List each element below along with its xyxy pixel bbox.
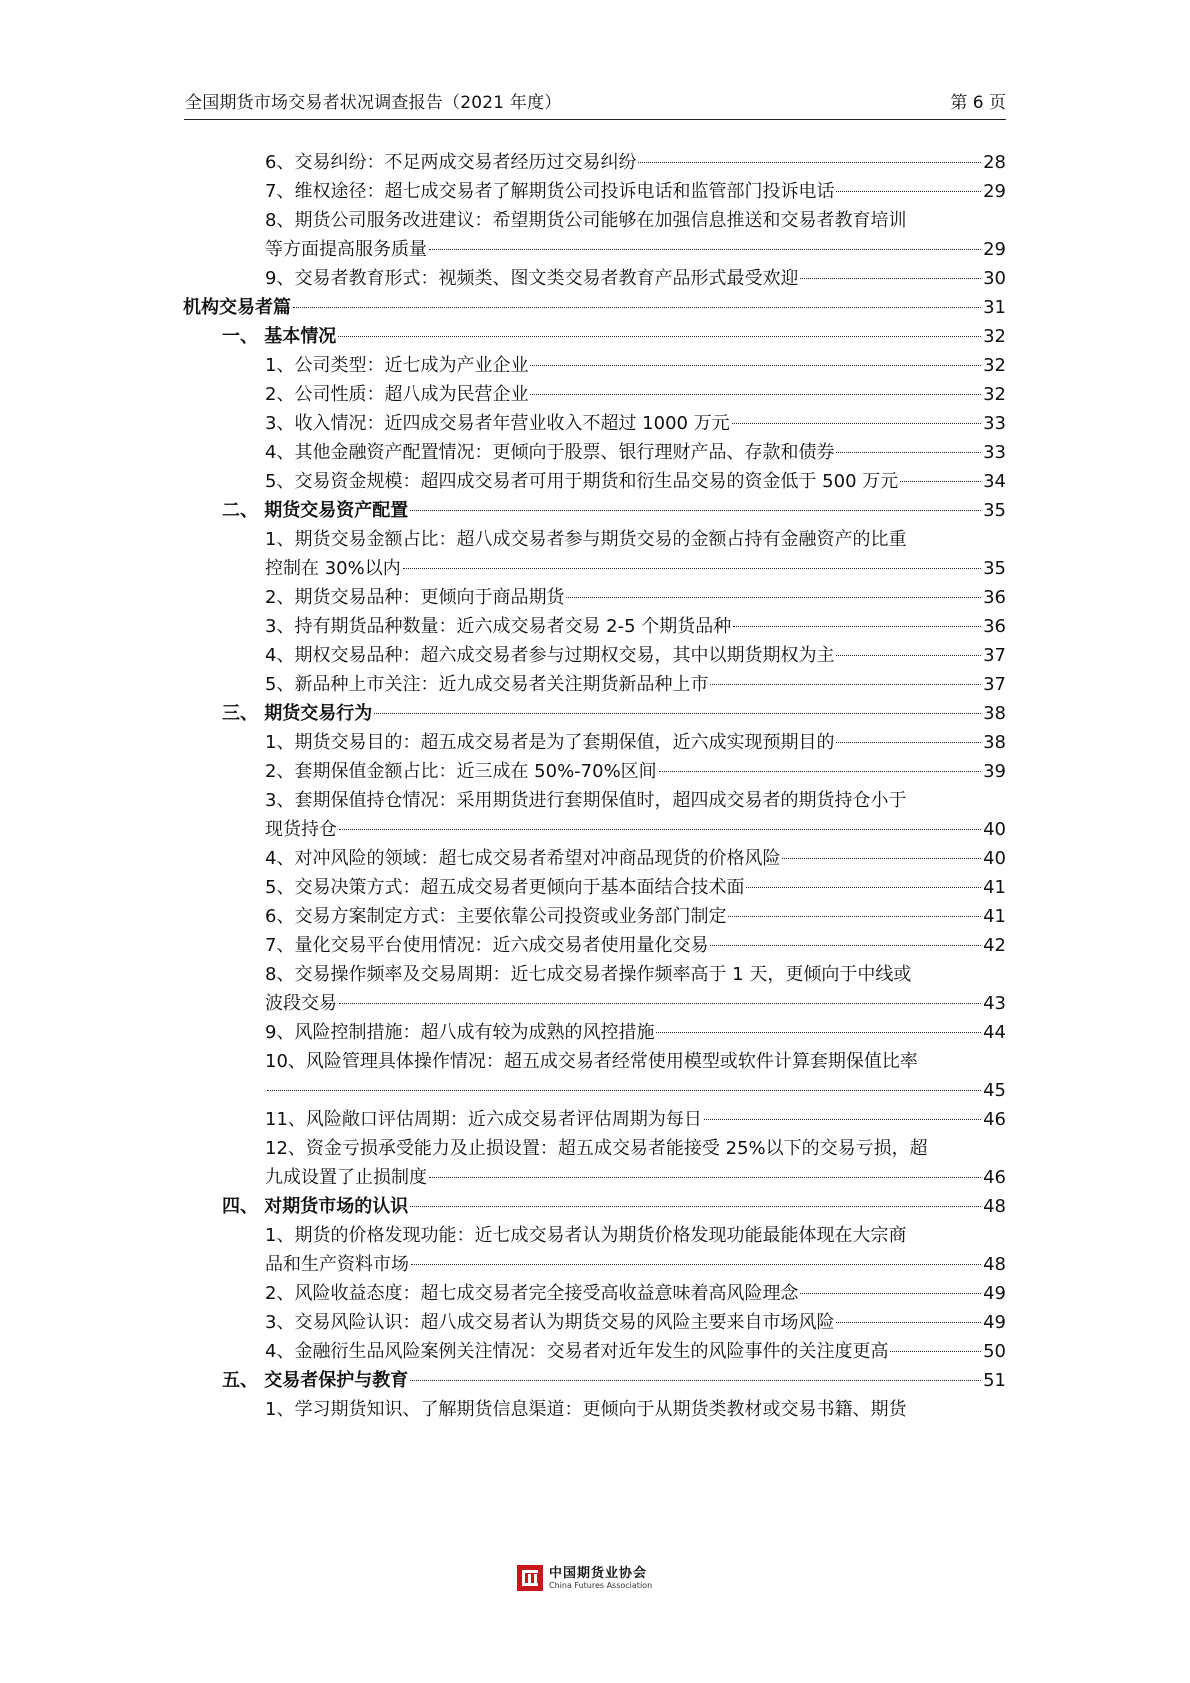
toc-leader	[429, 1177, 981, 1178]
toc-entry[interactable]	[265, 640, 1006, 671]
toc-entry-text: 2、期货交易品种：更倾向于商品期货	[265, 587, 565, 608]
toc-leader	[530, 394, 981, 395]
toc-page-number: 49	[983, 1312, 1006, 1333]
toc-entry-text: 3、交易风险认识：超八成交易者认为期货交易的风险主要来自市场风险	[265, 1312, 835, 1333]
toc-page-number: 40	[983, 819, 1006, 840]
toc-leader	[800, 278, 981, 279]
header-divider	[184, 119, 1006, 120]
toc-entry[interactable]	[265, 466, 1006, 497]
toc-page-number: 32	[983, 355, 1006, 376]
toc-entry-text: 9、交易者教育形式：视频类、图文类交易者教育产品形式最受欢迎	[265, 268, 799, 289]
toc-entry[interactable]	[265, 176, 1006, 207]
toc-leader	[659, 771, 981, 772]
toc-entry-text: 2、套期保值金额占比：近三成在 50%-70%区间	[265, 761, 657, 782]
toc-entry-text: 一、 基本情况	[222, 326, 337, 347]
toc-page-number: 42	[983, 935, 1006, 956]
toc-part-heading[interactable]	[183, 292, 1006, 323]
toc-entry[interactable]	[265, 1307, 1006, 1338]
toc-entry-text: 1、期货交易金额占比：超八成交易者参与期货交易的金额占持有金融资产的比重	[265, 529, 907, 550]
toc-entry[interactable]	[265, 582, 1006, 613]
toc-page-number: 35	[983, 500, 1006, 521]
toc-page-number: 48	[983, 1196, 1006, 1217]
toc-entry-continuation[interactable]	[265, 988, 1006, 1019]
toc-page-number: 46	[983, 1167, 1006, 1188]
toc-entry-text: 7、量化交易平台使用情况：近六成交易者使用量化交易	[265, 935, 709, 956]
toc-section-heading[interactable]	[222, 495, 1006, 526]
toc-entry-text: 4、期权交易品种：超六成交易者参与过期权交易，其中以期货期权为主	[265, 645, 835, 666]
toc-leader	[403, 568, 981, 569]
toc-entry-text: 控制在 30%以内	[265, 558, 401, 579]
toc-leader	[656, 1032, 981, 1033]
toc-leader	[800, 1293, 981, 1294]
toc-leader	[410, 1206, 981, 1207]
toc-entry[interactable]	[265, 524, 1006, 555]
toc-entry-text: 九成设置了止损制度	[265, 1167, 427, 1188]
toc-leader	[374, 713, 981, 714]
toc-entry[interactable]	[265, 1278, 1006, 1309]
page-header-title: 全国期货市场交易者状况调查报告（2021 年度）	[185, 93, 562, 113]
toc-leader	[733, 626, 981, 627]
toc-page-number: 30	[983, 268, 1006, 289]
toc-leader	[566, 597, 981, 598]
toc-entry[interactable]	[265, 263, 1006, 294]
toc-entry-continuation[interactable]	[265, 234, 1006, 265]
toc-page-number: 28	[983, 152, 1006, 173]
toc-entry[interactable]	[265, 147, 1006, 178]
toc-leader	[836, 191, 981, 192]
toc-entry-text: 1、公司类型：近七成为产业企业	[265, 355, 529, 376]
toc-entry-continuation[interactable]	[265, 814, 1006, 845]
toc-entry[interactable]	[265, 727, 1006, 758]
toc-entry[interactable]	[265, 379, 1006, 410]
toc-entry-text: 1、学习期货知识、了解期货信息渠道：更倾向于从期货类教材或交易书籍、期货	[265, 1399, 907, 1420]
page-number: 第 6 页	[950, 93, 1006, 113]
toc-entry[interactable]	[265, 756, 1006, 787]
toc-entry-text: 1、期货交易目的：超五成交易者是为了套期保值，近六成实现预期目的	[265, 732, 835, 753]
toc-leader	[411, 1264, 981, 1265]
toc-entry[interactable]	[265, 1104, 1006, 1135]
toc-entry-text: 6、交易纠纷：不足两成交易者经历过交易纠纷	[265, 152, 637, 173]
toc-leader	[339, 1003, 981, 1004]
toc-page-number: 36	[983, 587, 1006, 608]
toc-page-number: 49	[983, 1283, 1006, 1304]
footer-logo	[517, 1565, 652, 1591]
toc-leader	[638, 162, 981, 163]
toc-entry-text: 四、 对期货市场的认识	[222, 1196, 409, 1217]
toc-page-number: 31	[983, 297, 1006, 318]
toc-leader	[900, 481, 981, 482]
toc-page-number: 37	[983, 645, 1006, 666]
toc-leader	[746, 887, 981, 888]
toc-page-number: 29	[983, 239, 1006, 260]
toc-entry-text: 现货持仓	[265, 819, 337, 840]
toc-section-heading[interactable]	[222, 1365, 1006, 1396]
toc-page-number: 41	[983, 906, 1006, 927]
toc-entry-text: 3、收入情况：近四成交易者年营业收入不超过 1000 万元	[265, 413, 730, 434]
toc-entry-text: 8、交易操作频率及交易周期：近七成交易者操作频率高于 1 天，更倾向于中线或	[265, 964, 912, 985]
toc-leader	[704, 1119, 981, 1120]
toc-page-number: 32	[983, 326, 1006, 347]
toc-page-number: 33	[983, 413, 1006, 434]
toc-page-number: 43	[983, 993, 1006, 1014]
toc-entry-text: 5、交易决策方式：超五成交易者更倾向于基本面结合技术面	[265, 877, 745, 898]
toc-page-number: 50	[983, 1341, 1006, 1362]
toc-entry-text: 五、 交易者保护与教育	[222, 1370, 409, 1391]
toc-entry[interactable]	[265, 205, 1006, 236]
toc-entry[interactable]	[265, 1220, 1006, 1251]
toc-leader	[339, 829, 981, 830]
toc-page-number: 40	[983, 848, 1006, 869]
toc-entry[interactable]	[265, 669, 1006, 700]
toc-entry-text: 4、金融衍生品风险案例关注情况：交易者对近年发生的风险事件的关注度更高	[265, 1341, 889, 1362]
toc-entry[interactable]	[265, 901, 1006, 932]
toc-page-number: 48	[983, 1254, 1006, 1275]
toc-entry[interactable]	[265, 408, 1006, 439]
toc-page-number: 51	[983, 1370, 1006, 1391]
toc-entry-text: 11、风险敞口评估周期：近六成交易者评估周期为每日	[265, 1109, 702, 1130]
toc-leader	[836, 655, 981, 656]
toc-entry-text: 品和生产资料市场	[265, 1254, 409, 1275]
toc-entry[interactable]	[265, 1133, 1006, 1164]
toc-page-number: 39	[983, 761, 1006, 782]
toc-entry[interactable]	[265, 1046, 1006, 1077]
toc-leader	[530, 365, 981, 366]
toc-page-number: 46	[983, 1109, 1006, 1130]
toc-entry-text: 2、公司性质：超八成为民营企业	[265, 384, 529, 405]
toc-page-number: 33	[983, 442, 1006, 463]
toc-entry-text: 4、其他金融资产配置情况：更倾向于股票、银行理财产品、存款和债券	[265, 442, 835, 463]
toc-page-number: 35	[983, 558, 1006, 579]
toc-entry-text: 等方面提高服务质量	[265, 239, 427, 260]
toc-entry-text: 6、交易方案制定方式：主要依靠公司投资或业务部门制定	[265, 906, 727, 927]
toc-entry-text: 7、维权途径：超七成交易者了解期货公司投诉电话和监管部门投诉电话	[265, 181, 835, 202]
toc-leader	[429, 249, 981, 250]
toc-entry-text: 三、 期货交易行为	[222, 703, 373, 724]
toc-entry-text: 1、期货的价格发现功能：近七成交易者认为期货价格发现功能最能体现在大宗商	[265, 1225, 907, 1246]
toc-leader	[410, 1380, 981, 1381]
toc-section-heading[interactable]	[222, 321, 1006, 352]
toc-entry[interactable]	[265, 785, 1006, 816]
org-name-cn: 中国期货业协会	[549, 1565, 648, 1581]
toc-entry[interactable]	[265, 611, 1006, 642]
toc-entry-text: 二、 期货交易资产配置	[222, 500, 409, 521]
toc-leader	[267, 1090, 981, 1091]
toc-entry-text: 10、风险管理具体操作情况：超五成交易者经常使用模型或软件计算套期保值比率	[265, 1051, 918, 1072]
toc-entry[interactable]	[265, 437, 1006, 468]
toc-leader	[836, 1322, 981, 1323]
toc-page-number: 29	[983, 181, 1006, 202]
toc-leader	[710, 945, 981, 946]
toc-leader	[293, 307, 981, 308]
toc-leader	[890, 1351, 981, 1352]
toc-entry-text: 2、风险收益态度：超七成交易者完全接受高收益意味着高风险理念	[265, 1283, 799, 1304]
toc-entry-continuation[interactable]	[265, 1075, 1006, 1106]
toc-leader	[338, 336, 981, 337]
toc-page-number: 38	[983, 732, 1006, 753]
toc-entry[interactable]	[265, 930, 1006, 961]
toc-entry-continuation[interactable]	[265, 553, 1006, 584]
toc-entry[interactable]	[265, 1394, 1006, 1425]
toc-entry-text: 机构交易者篇	[183, 297, 291, 318]
toc-page-number: 37	[983, 674, 1006, 695]
toc-entry[interactable]	[265, 1336, 1006, 1367]
cfa-logo-icon	[517, 1565, 543, 1591]
toc-entry-text: 8、期货公司服务改进建议：希望期货公司能够在加强信息推送和交易者教育培训	[265, 210, 907, 231]
toc-entry-text: 波段交易	[265, 993, 337, 1014]
toc-entry-text: 5、新品种上市关注：近九成交易者关注期货新品种上市	[265, 674, 709, 695]
toc-entry-text: 3、持有期货品种数量：近六成交易者交易 2-5 个期货品种	[265, 616, 732, 637]
toc-leader	[732, 423, 981, 424]
toc-leader	[710, 684, 981, 685]
toc-leader	[836, 452, 981, 453]
toc-entry-text: 3、套期保值持仓情况：采用期货进行套期保值时，超四成交易者的期货持仓小于	[265, 790, 907, 811]
toc-page-number: 34	[983, 471, 1006, 492]
toc-section-heading[interactable]	[222, 1191, 1006, 1222]
toc-leader	[836, 742, 981, 743]
toc-entry-continuation[interactable]	[265, 1249, 1006, 1280]
toc-page-number: 44	[983, 1022, 1006, 1043]
toc-page-number: 36	[983, 616, 1006, 637]
toc-entry[interactable]	[265, 843, 1006, 874]
toc-leader	[410, 510, 981, 511]
toc-entry-text: 12、资金亏损承受能力及止损设置：超五成交易者能接受 25%以下的交易亏损，超	[265, 1138, 928, 1159]
toc-page-number: 32	[983, 384, 1006, 405]
toc-page-number: 41	[983, 877, 1006, 898]
toc-leader	[728, 916, 981, 917]
toc-entry[interactable]	[265, 1017, 1006, 1048]
toc-leader	[782, 858, 981, 859]
toc-entry-text: 9、风险控制措施：超八成有较为成熟的风控措施	[265, 1022, 655, 1043]
org-name-en: China Futures Association	[549, 1580, 653, 1590]
toc-section-heading[interactable]	[222, 698, 1006, 729]
toc-entry[interactable]	[265, 872, 1006, 903]
toc-page-number: 45	[983, 1080, 1006, 1101]
toc-entry-text: 4、对冲风险的领域：超七成交易者希望对冲商品现货的价格风险	[265, 848, 781, 869]
toc-page-number: 38	[983, 703, 1006, 724]
toc-entry[interactable]	[265, 350, 1006, 381]
toc-entry[interactable]	[265, 959, 1006, 990]
toc-entry-continuation[interactable]	[265, 1162, 1006, 1193]
toc-entry-text: 5、交易资金规模：超四成交易者可用于期货和衍生品交易的资金低于 500 万元	[265, 471, 899, 492]
